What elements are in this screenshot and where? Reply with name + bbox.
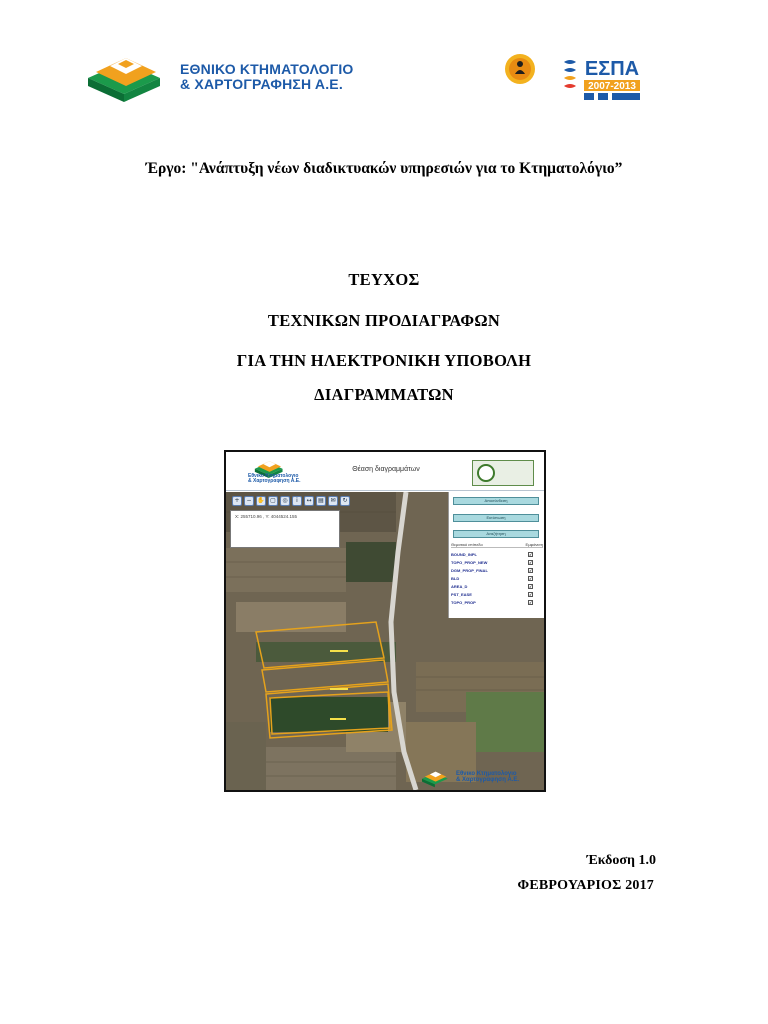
search-button[interactable]: Αναζήτηση bbox=[453, 530, 539, 538]
org-name bbox=[180, 62, 354, 92]
publication-date: ΦΕΒΡΟΥΑΡΙΟΣ 2017 bbox=[517, 878, 654, 893]
layer-checkbox[interactable]: ✓ bbox=[529, 591, 533, 597]
zoom-in-icon[interactable]: + bbox=[232, 496, 242, 506]
coordinate-text: X: 255710.96 , Y: 4044524.155 bbox=[235, 514, 297, 519]
layer-checkbox[interactable]: ✓ bbox=[529, 551, 533, 557]
edition-label: Έκδοση 1.0 bbox=[586, 853, 656, 868]
zoom-out-icon[interactable]: − bbox=[244, 496, 254, 506]
logout-button[interactable]: Αποσύνδεση bbox=[453, 497, 539, 505]
project-title: Έργο: "Ανάπτυξη νέων διαδικτυακών υπηρεσιών για το Κτηματολόγιο” bbox=[145, 160, 623, 177]
print-icon[interactable]: ▤ bbox=[316, 496, 326, 506]
layer-panel bbox=[448, 492, 545, 618]
layer-checkbox[interactable]: ✓ bbox=[529, 599, 533, 605]
espa-years: 2007-2013 bbox=[588, 81, 636, 92]
layer-table-header bbox=[451, 542, 543, 548]
espa-logo bbox=[562, 52, 644, 102]
layer-col-visible: Εμφάνιση bbox=[525, 542, 543, 547]
org-name-line2: & ΧΑΡΤΟΓΡΑΦΗΣΗ Α.Ε. bbox=[180, 76, 343, 92]
map-toolbar bbox=[232, 496, 350, 508]
application-screenshot bbox=[224, 450, 546, 792]
zoom-box-icon[interactable]: ▢ bbox=[268, 496, 278, 506]
layer-checkbox[interactable]: ✓ bbox=[529, 583, 533, 589]
pan-icon[interactable]: ✋ bbox=[257, 497, 265, 504]
programme-seal-logo bbox=[496, 52, 544, 102]
layer-row: PST_EASE ✓ bbox=[451, 591, 533, 597]
identify-icon[interactable]: i bbox=[292, 496, 302, 506]
partner-logo bbox=[472, 460, 534, 486]
print-button[interactable]: Εκτύπωση bbox=[453, 514, 539, 522]
mail-icon[interactable]: ✉ bbox=[328, 496, 338, 506]
doc-title-line-3: ΓΙΑ ΤΗΝ ΗΛΕΚΤΡΟΝΙΚΗ ΥΠΟΒΟΛΗ bbox=[236, 351, 532, 370]
layer-list bbox=[451, 550, 543, 606]
doc-title-line-1: ΤΕΥΧΟΣ bbox=[348, 270, 420, 289]
espa-label: ΕΣΠΑ bbox=[584, 58, 640, 80]
layer-checkbox[interactable]: ✓ bbox=[529, 559, 533, 565]
zoom-extent-icon[interactable]: ◎ bbox=[280, 496, 290, 506]
layer-row: TOPO_PROP_NEW ✓ bbox=[451, 559, 533, 565]
layer-col-name: Θεματικό επίπεδο bbox=[451, 542, 483, 547]
ktimatologio-logo-mark bbox=[88, 50, 172, 102]
ktimatologio-logo bbox=[88, 50, 378, 102]
doc-title-line-2: ΤΕΧΝΙΚΩΝ ΠΡΟΔΙΑΓΡΑΦΩΝ bbox=[267, 311, 501, 330]
measure-icon[interactable]: ↔ bbox=[304, 496, 314, 506]
layer-row: AREA_D ✓ bbox=[451, 583, 533, 589]
doc-title-line-4: ΔΙΑΓΡΑΜΜΑΤΩΝ bbox=[314, 385, 454, 404]
refresh-icon[interactable]: ↻ bbox=[340, 496, 350, 506]
app-title: Θέαση διαγραμμάτων bbox=[352, 466, 420, 473]
app-org-name: Εθνικο Κτηματολογιο & Χαρτογραφηση Α.Ε. bbox=[248, 473, 301, 484]
layer-row: TOPO_PROP ✓ bbox=[451, 599, 533, 605]
layer-checkbox[interactable]: ✓ bbox=[529, 575, 533, 581]
map-watermark-logo: Εθνικο Κτηματολογιο & Χαρτογραφηση Α.Ε. bbox=[422, 768, 540, 788]
layer-checkbox[interactable]: ✓ bbox=[529, 567, 533, 573]
layer-row: BOUND_INPL ✓ bbox=[451, 551, 533, 557]
org-name-line1: ΕΘΝΙΚΟ ΚΤΗΜΑΤΟΛΟΓΙΟ bbox=[180, 61, 354, 77]
layer-row: DGM_PROP_FINAL ✓ bbox=[451, 567, 533, 573]
coordinate-readout bbox=[230, 510, 340, 548]
layer-row: BLD ✓ bbox=[451, 575, 533, 581]
app-header bbox=[226, 452, 544, 491]
